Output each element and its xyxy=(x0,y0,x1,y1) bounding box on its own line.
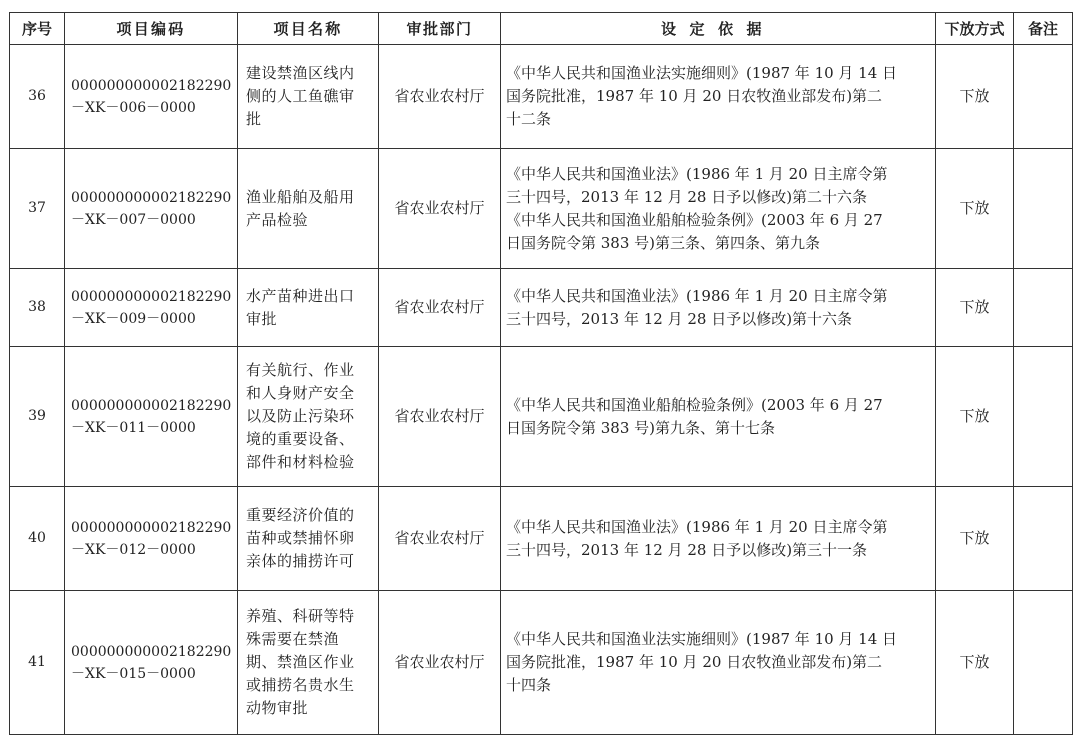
code-line: －XK－015－0000 xyxy=(71,665,196,682)
code-line: －XK－011－0000 xyxy=(71,419,196,436)
name-line: 殊需要在禁渔 xyxy=(246,630,340,648)
code-line: 000000000002182290 xyxy=(71,397,232,414)
table-row xyxy=(10,487,1073,591)
name-line: 部件和材料检验 xyxy=(246,453,355,471)
header-note: 备注 xyxy=(1014,13,1073,45)
remarks xyxy=(1014,269,1073,347)
name-line: 期、禁渔区作业 xyxy=(246,653,355,671)
basis-line: 国务院批准，1987 年 10 月 20 日农牧渔业部发布)第二 xyxy=(506,87,883,105)
delegation-method: 下放 xyxy=(936,45,1014,149)
name-line: 建设禁渔区线内 xyxy=(246,64,355,82)
remarks xyxy=(1014,487,1073,591)
basis-line: 十二条 xyxy=(506,110,552,128)
code-line: 000000000002182290 xyxy=(71,77,232,94)
legal-basis xyxy=(501,45,936,149)
remarks xyxy=(1014,347,1073,487)
name-line: 审批 xyxy=(246,309,278,328)
code-line: 000000000002182290 xyxy=(71,189,232,206)
row-number: 39 xyxy=(10,347,65,487)
basis-line: 国务院批准，1987 年 10 月 20 日农牧渔业部发布)第二 xyxy=(506,653,883,671)
approval-dept: 省农业农村厅 xyxy=(379,347,501,487)
delegation-method: 下放 xyxy=(936,591,1014,735)
name-line: 和人身财产安全 xyxy=(246,384,355,402)
basis-line: 日国务院令第 383 号)第三条、第四条、第九条 xyxy=(506,233,821,252)
name-line: 苗种或禁捕怀卵 xyxy=(246,529,355,547)
project-code xyxy=(65,45,238,149)
legal-basis xyxy=(501,269,936,347)
basis-line: 《中华人民共和国渔业法》(1986 年 1 月 20 日主席令第 xyxy=(506,164,888,183)
name-line: 或捕捞名贵水生 xyxy=(246,676,355,694)
row-number: 38 xyxy=(10,269,65,347)
row-number: 36 xyxy=(10,45,65,149)
name-line: 批 xyxy=(246,110,262,128)
basis-line: 《中华人民共和国渔业船舶检验条例》(2003 年 6 月 27 xyxy=(506,210,883,229)
header-code: 项目编码 xyxy=(65,13,238,45)
approval-dept: 省农业农村厅 xyxy=(379,45,501,149)
header-basis: 设定依据 xyxy=(501,13,936,45)
project-name xyxy=(238,347,379,487)
approval-items-table xyxy=(9,12,1073,735)
name-line: 侧的人工鱼礁审 xyxy=(246,87,355,105)
approval-dept: 省农业农村厅 xyxy=(379,591,501,735)
basis-line: 日国务院令第 383 号)第九条、第十七条 xyxy=(506,418,776,437)
basis-line: 《中华人民共和国渔业法》(1986 年 1 月 20 日主席令第 xyxy=(506,517,888,536)
project-name xyxy=(238,149,379,269)
name-line: 重要经济价值的 xyxy=(246,506,355,524)
legal-basis xyxy=(501,347,936,487)
approval-dept: 省农业农村厅 xyxy=(379,487,501,591)
table-row xyxy=(10,347,1073,487)
table-row xyxy=(10,591,1073,735)
name-line: 动物审批 xyxy=(246,699,309,717)
name-line: 境的重要设备、 xyxy=(246,430,355,448)
name-line: 产品检验 xyxy=(246,210,309,229)
basis-line: 三十四号，2013 年 12 月 28 日予以修改)第十六条 xyxy=(506,309,853,328)
basis-line: 三十四号，2013 年 12 月 28 日予以修改)第三十一条 xyxy=(506,540,868,559)
name-line: 以及防止污染环 xyxy=(246,407,355,425)
basis-line: 十四条 xyxy=(506,676,552,694)
remarks xyxy=(1014,149,1073,269)
basis-line: 《中华人民共和国渔业法实施细则》(1987 年 10 月 14 日 xyxy=(506,64,898,82)
project-code xyxy=(65,347,238,487)
delegation-method: 下放 xyxy=(936,269,1014,347)
table-row xyxy=(10,269,1073,347)
project-code xyxy=(65,591,238,735)
project-code xyxy=(65,149,238,269)
project-name xyxy=(238,591,379,735)
table-row xyxy=(10,149,1073,269)
header-row xyxy=(10,13,1073,45)
project-name xyxy=(238,269,379,347)
row-number: 37 xyxy=(10,149,65,269)
delegation-method: 下放 xyxy=(936,347,1014,487)
project-code xyxy=(65,487,238,591)
remarks xyxy=(1014,45,1073,149)
header-name: 项目名称 xyxy=(238,13,379,45)
code-line: 000000000002182290 xyxy=(71,643,232,660)
project-name xyxy=(238,45,379,149)
name-line: 水产苗种进出口 xyxy=(246,286,355,305)
code-line: －XK－007－0000 xyxy=(71,211,196,228)
row-number: 40 xyxy=(10,487,65,591)
basis-line: 《中华人民共和国渔业船舶检验条例》(2003 年 6 月 27 xyxy=(506,395,883,414)
name-line: 亲体的捕捞许可 xyxy=(246,552,355,570)
header-no: 序号 xyxy=(10,13,65,45)
code-line: 000000000002182290 xyxy=(71,288,232,305)
header-dept: 审批部门 xyxy=(379,13,501,45)
table-row xyxy=(10,45,1073,149)
code-line: 000000000002182290 xyxy=(71,519,232,536)
basis-line: 《中华人民共和国渔业法实施细则》(1987 年 10 月 14 日 xyxy=(506,630,898,648)
code-line: －XK－006－0000 xyxy=(71,99,196,116)
basis-line: 《中华人民共和国渔业法》(1986 年 1 月 20 日主席令第 xyxy=(506,286,888,305)
delegation-method: 下放 xyxy=(936,487,1014,591)
name-line: 渔业船舶及船用 xyxy=(246,187,355,206)
code-line: －XK－012－0000 xyxy=(71,541,196,558)
approval-dept: 省农业农村厅 xyxy=(379,269,501,347)
legal-basis xyxy=(501,487,936,591)
remarks xyxy=(1014,591,1073,735)
project-code xyxy=(65,269,238,347)
name-line: 养殖、科研等特 xyxy=(246,607,355,625)
header-method: 下放方式 xyxy=(936,13,1014,45)
legal-basis xyxy=(501,591,936,735)
project-name xyxy=(238,487,379,591)
legal-basis xyxy=(501,149,936,269)
basis-line: 三十四号，2013 年 12 月 28 日予以修改)第二十六条 xyxy=(506,187,868,206)
row-number: 41 xyxy=(10,591,65,735)
name-line: 有关航行、作业 xyxy=(246,361,355,379)
delegation-method: 下放 xyxy=(936,149,1014,269)
approval-dept: 省农业农村厅 xyxy=(379,149,501,269)
code-line: －XK－009－0000 xyxy=(71,310,196,327)
